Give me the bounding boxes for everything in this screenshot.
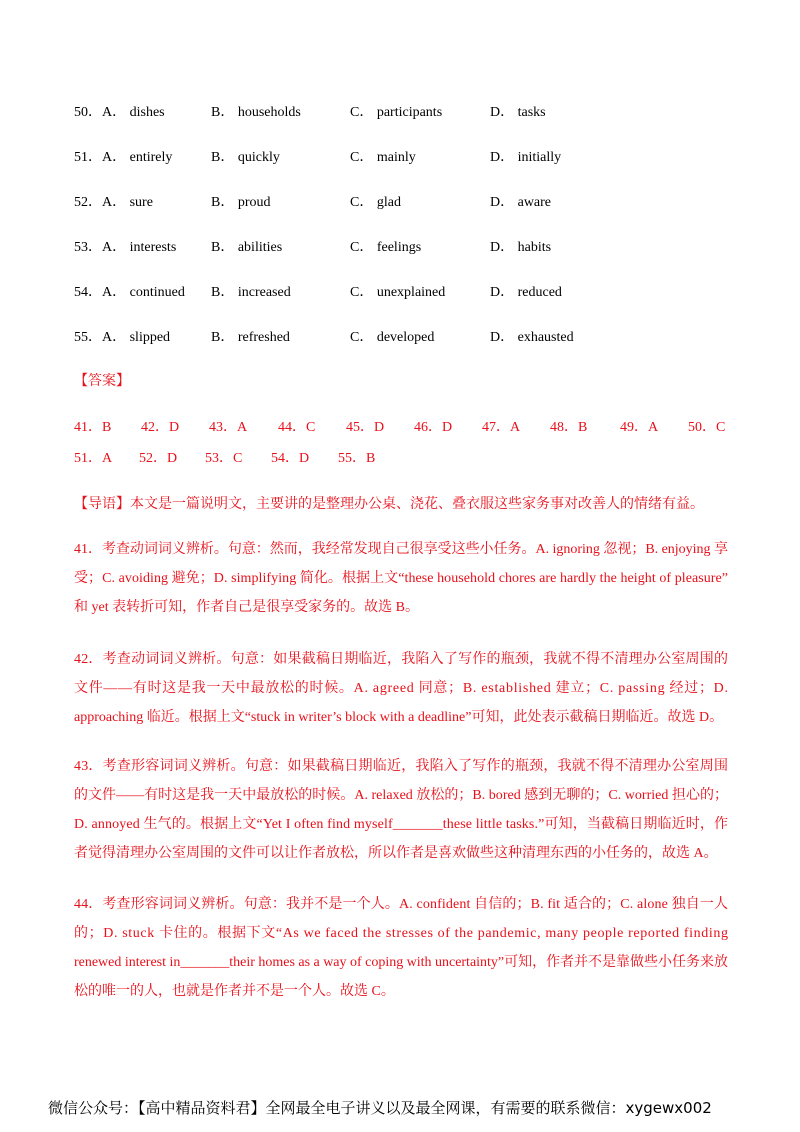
explanation-41 bbox=[74, 535, 728, 622]
option-b: B． abilities bbox=[211, 240, 283, 255]
answer-item: 45．D bbox=[346, 420, 385, 435]
option-c: C． unexplained bbox=[350, 285, 446, 300]
option-a: A． sure bbox=[102, 195, 153, 210]
question-number: 54． bbox=[74, 285, 102, 300]
option-d: D． exhausted bbox=[490, 330, 574, 345]
option-c: C． developed bbox=[350, 330, 435, 345]
explanation-line: 44．考查形容词词义辨析。句意：我并不是一个人。A. confident 自信的；B. fit 适合的；C. alone 独自一人 bbox=[74, 897, 729, 912]
explanation-line: 43．考查形容词词义辨析。句意：如果截稿日期临近，我陷入了写作的瓶颈，我就不得不清理办公室周围 bbox=[74, 759, 729, 774]
explanation-42 bbox=[74, 645, 728, 732]
explanation-line: 受；C. avoiding 避免；D. simplifying 简化。根据上文“these household chores are hardly the height of pleasure” bbox=[74, 571, 729, 586]
option-c: C． mainly bbox=[350, 150, 416, 165]
explanation-43 bbox=[74, 752, 728, 868]
option-d: D． habits bbox=[490, 240, 552, 255]
option-d: D． aware bbox=[490, 195, 552, 210]
answer-item: 46．D bbox=[414, 420, 453, 435]
answer-item: 54．D bbox=[271, 451, 310, 466]
explanation-line: renewed interest in_______their homes as a way of coping with uncertainty”可知，作者并不是靠做些小任务来放 bbox=[74, 955, 728, 970]
answer-item: 53．C bbox=[205, 451, 243, 466]
option-a: A． continued bbox=[102, 285, 185, 300]
explanation-line: 文件——有时这是我一天中最放松的时候。A. agreed 同意；B. established 建立；C. passing 经过；D. bbox=[74, 681, 729, 696]
explanation-line: 42．考查动词词义辨析。句意：如果截稿日期临近，我陷入了写作的瓶颈，我就不得不清理办公室周围的 bbox=[74, 652, 729, 667]
option-a: A． dishes bbox=[102, 105, 165, 120]
explanation-line: 的；D. stuck 卡住的。根据下文“As we faced the stresses of the pandemic, many people reported finding bbox=[74, 926, 729, 941]
question-number: 52． bbox=[74, 195, 102, 210]
explanation-line: 者觉得清理办公室周围的文件可以让作者放松，所以作者是喜欢做些这种清理东西的小任务的，故选 A。 bbox=[74, 846, 718, 861]
answer-item: 49．A bbox=[620, 420, 659, 435]
answer-heading: 【答案】 bbox=[74, 374, 130, 389]
question-number: 53． bbox=[74, 240, 102, 255]
option-d: D． reduced bbox=[490, 285, 562, 300]
option-a: A． entirely bbox=[102, 150, 173, 165]
answer-item: 52．D bbox=[139, 451, 178, 466]
explanation-line: 41．考查动词词义辨析。句意：然而，我经常发现自己很享受这些小任务。A. ignoring 忽视；B. enjoying 享 bbox=[74, 542, 728, 557]
question-number: 51． bbox=[74, 150, 102, 165]
guide-text bbox=[74, 490, 728, 519]
option-a: A． slipped bbox=[102, 330, 171, 345]
option-b: B． refreshed bbox=[211, 330, 290, 345]
explanation-line: 松的唯一的人，也就是作者并不是一个人。故选 C。 bbox=[74, 984, 395, 999]
answer-item: 42．D bbox=[141, 420, 180, 435]
answer-item: 55．B bbox=[338, 451, 376, 466]
option-c: C． glad bbox=[350, 195, 401, 210]
question-number: 55． bbox=[74, 330, 102, 345]
option-b: B． proud bbox=[211, 195, 271, 210]
option-d: D． tasks bbox=[490, 105, 546, 120]
option-a: A． interests bbox=[102, 240, 177, 255]
explanation-line: 和 yet 表转折可知，作者自己是很享受家务的。故选 B。 bbox=[74, 600, 419, 615]
option-b: B． quickly bbox=[211, 150, 280, 165]
footer-notice: 微信公众号：【高中精品资料君】全网最全电子讲义以及最全网课，有需要的联系微信：xygewx002 bbox=[48, 1099, 712, 1117]
answer-item: 47．A bbox=[482, 420, 521, 435]
explanation-line: approaching 临近。根据上文“stuck in writer’s block with a deadline”可知，此处表示截稿日期临近。故选 D。 bbox=[74, 710, 724, 725]
answer-item: 51．A bbox=[74, 451, 113, 466]
explanation-line: 的文件——有时这是我一天中最放松的时候。A. relaxed 放松的；B. bored 感到无聊的；C. worried 担心的； bbox=[74, 788, 728, 803]
explanation-44 bbox=[74, 890, 728, 1006]
option-b: B． households bbox=[211, 105, 301, 120]
answer-item: 43．A bbox=[209, 420, 248, 435]
option-d: D． initially bbox=[490, 150, 562, 165]
guide-line: 【导语】本文是一篇说明文，主要讲的是整理办公桌、浇花、叠衣服这些家务事对改善人的情绪有益。 bbox=[74, 497, 704, 512]
explanation-line: D. annoyed 生气的。根据上文“Yet I often find myself_______these little tasks.”可知，当截稿日期临近时，作 bbox=[74, 817, 729, 832]
option-c: C． participants bbox=[350, 105, 443, 120]
answer-item: 50．C bbox=[688, 420, 726, 435]
question-number: 50． bbox=[74, 105, 102, 120]
answer-item: 44．C bbox=[278, 420, 316, 435]
option-b: B． increased bbox=[211, 285, 291, 300]
option-c: C． feelings bbox=[350, 240, 422, 255]
answer-item: 48．B bbox=[550, 420, 588, 435]
answer-item: 41．B bbox=[74, 420, 112, 435]
